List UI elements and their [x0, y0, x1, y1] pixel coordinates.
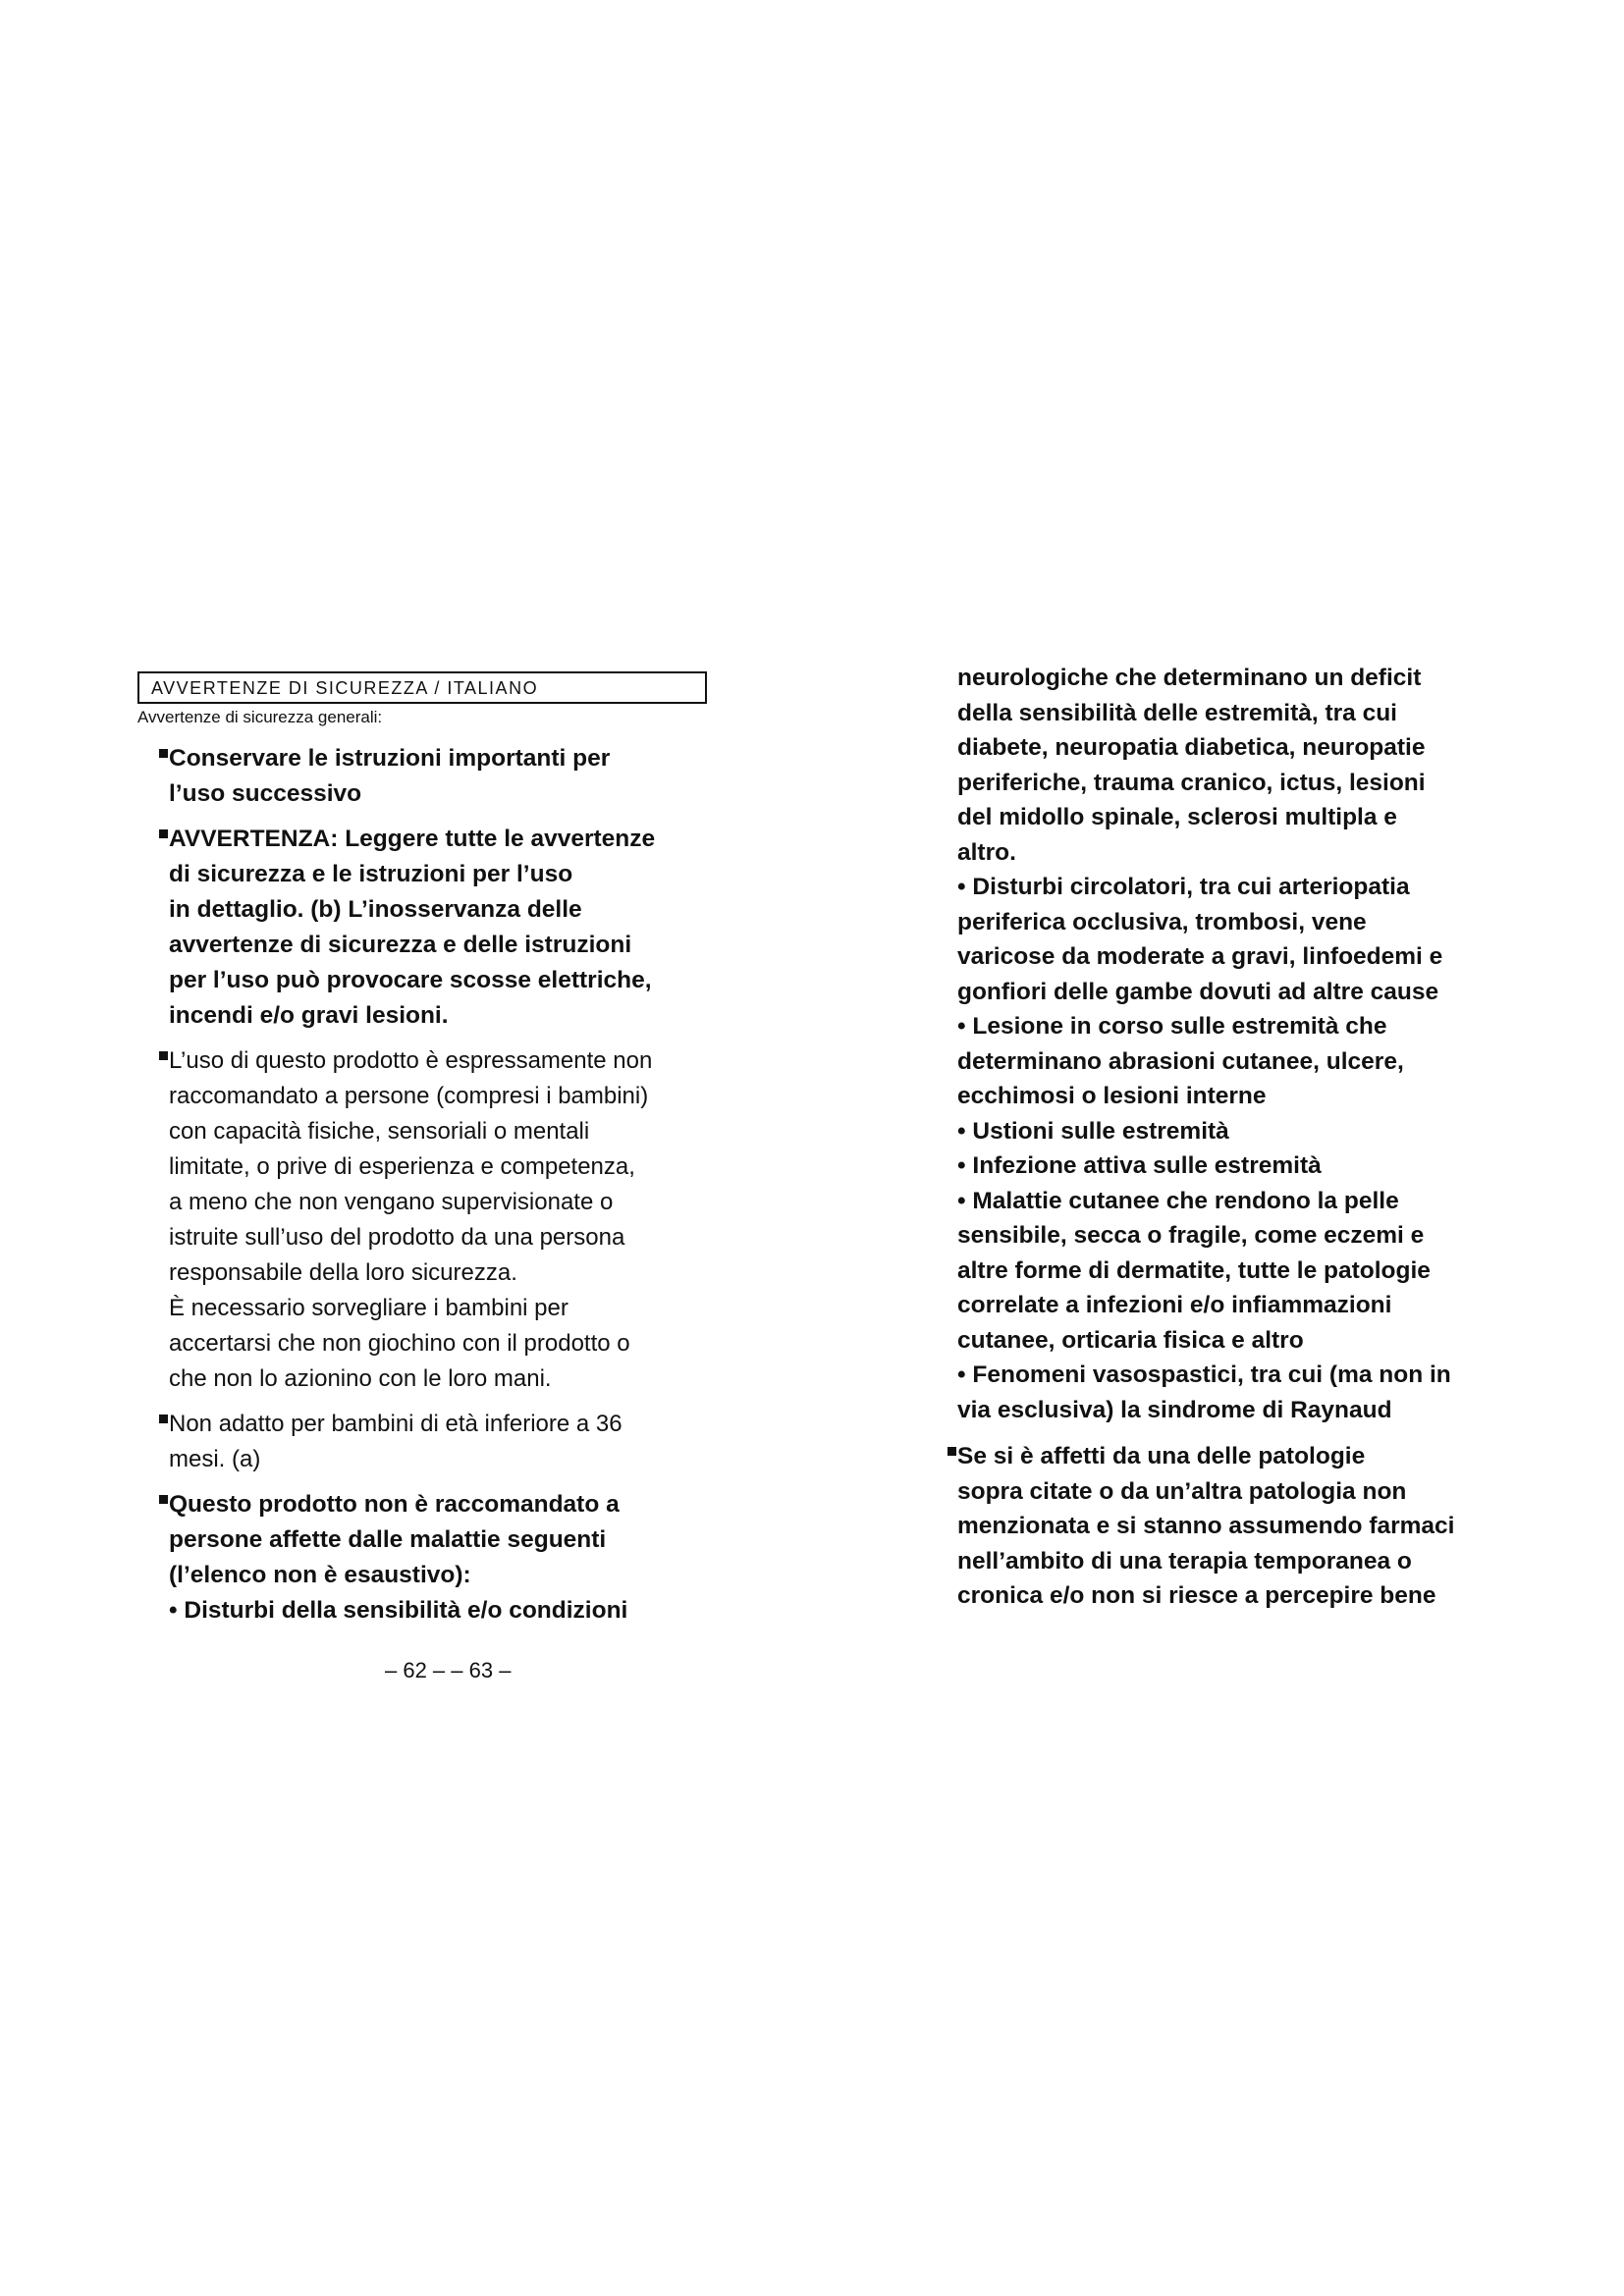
text-line: (l’elenco non è esaustivo): — [169, 1562, 471, 1588]
text-line: che non lo azionino con le loro mani. — [169, 1365, 552, 1392]
text-line: Se si è affetti da una delle patologie — [957, 1443, 1366, 1469]
warning-item — [137, 1487, 707, 1629]
left-warning-list — [137, 741, 707, 1629]
text-line: • Fenomeni vasospastici, tra cui (ma non in — [957, 1362, 1451, 1388]
contraindication-list — [957, 661, 1507, 1427]
text-line: • Disturbi della sensibilità e/o condizioni — [169, 1597, 628, 1624]
text-line: Questo prodotto non è raccomandato a — [169, 1491, 620, 1518]
section-title: AVVERTENZE DI SICUREZZA / ITALIANO — [151, 678, 539, 698]
warning-item — [137, 741, 707, 812]
text-line: correlate a infezioni e/o infiammazioni — [957, 1292, 1392, 1318]
text-line: con capacità fisiche, sensoriali o mentali — [169, 1118, 590, 1145]
text-line: ecchimosi o lesioni interne — [957, 1083, 1267, 1109]
square-bullet-icon — [159, 1415, 168, 1423]
text-line: neurologiche che determinano un deficit — [957, 665, 1422, 691]
square-bullet-icon — [159, 1495, 168, 1504]
warning-item — [137, 822, 707, 1034]
text-line: sensibile, secca o fragile, come eczemi e — [957, 1222, 1425, 1249]
text-line: • Infezione attiva sulle estremità — [957, 1152, 1322, 1179]
text-line: responsabile della loro sicurezza. — [169, 1259, 517, 1286]
text-line: accertarsi che non giochino con il prodotto o — [169, 1330, 630, 1357]
text-line: persone affette dalle malattie seguenti — [169, 1526, 607, 1553]
square-bullet-icon — [159, 1051, 168, 1060]
warning-item-medication — [957, 1439, 1507, 1614]
text-line: cronica e/o non si riesce a percepire bene — [957, 1582, 1436, 1609]
text-line: varicose da moderate a gravi, linfoedemi e — [957, 943, 1443, 970]
section-subtitle: Avvertenze di sicurezza generali: — [137, 708, 383, 726]
text-line: periferica occlusiva, trombosi, vene — [957, 908, 1367, 935]
text-line: Non adatto per bambini di età inferiore a 36 — [169, 1411, 623, 1437]
text-line: di sicurezza e le istruzioni per l’uso — [169, 861, 573, 887]
left-page — [137, 671, 707, 1638]
text-line: • Lesione in corso sulle estremità che — [957, 1013, 1387, 1040]
text-line: • Disturbi circolatori, tra cui arteriopatia — [957, 874, 1410, 900]
text-line: in dettaglio. (b) L’inosservanza delle — [169, 896, 582, 923]
warning-item — [137, 1043, 707, 1397]
text-line: l’uso successivo — [169, 780, 362, 807]
text-line: menzionata e si stanno assumendo farmaci — [957, 1513, 1455, 1539]
square-bullet-icon — [947, 1447, 956, 1456]
text-line: incendi e/o gravi lesioni. — [169, 1002, 449, 1029]
text-line: via esclusiva) la sindrome di Raynaud — [957, 1396, 1392, 1423]
text-line: altro. — [957, 838, 1016, 866]
square-bullet-icon — [159, 749, 168, 758]
text-line: del midollo spinale, sclerosi multipla e — [957, 804, 1397, 830]
text-line: gonfiori delle gambe dovuti ad altre cause — [957, 978, 1439, 1005]
text-line: L’uso di questo prodotto è espressamente non — [169, 1047, 653, 1074]
text-line: mesi. (a) — [169, 1446, 261, 1472]
right-page — [957, 661, 1507, 1614]
warning-item — [137, 1407, 707, 1477]
text-line: avvertenze di sicurezza e delle istruzioni — [169, 932, 632, 958]
text-line: diabete, neuropatia diabetica, neuropatie — [957, 734, 1426, 761]
text-line: della sensibilità delle estremità, tra cui — [957, 699, 1397, 726]
section-header — [137, 671, 707, 704]
text-line: È necessario sorvegliare i bambini per — [169, 1295, 568, 1321]
text-line: a meno che non vengano supervisionate o — [169, 1189, 614, 1215]
text-line: per l’uso può provocare scosse elettriche, — [169, 967, 652, 993]
text-line: limitate, o prive di esperienza e competenza, — [169, 1153, 635, 1180]
square-bullet-icon — [159, 829, 168, 838]
text-line: sopra citate o da un’altra patologia non — [957, 1477, 1407, 1505]
text-line: • Ustioni sulle estremità — [957, 1117, 1229, 1145]
text-line: Conservare le istruzioni importanti per — [169, 745, 611, 772]
text-line: altre forme di dermatite, tutte le patologie — [957, 1256, 1431, 1284]
text-line: determinano abrasioni cutanee, ulcere, — [957, 1047, 1404, 1075]
text-line: istruite sull’uso del prodotto da una persona — [169, 1224, 625, 1251]
text-line: raccomandato a persone (compresi i bambini) — [169, 1083, 649, 1109]
text-line: • Malattie cutanee che rendono la pelle — [957, 1187, 1399, 1214]
text-line: periferiche, trauma cranico, ictus, lesioni — [957, 769, 1426, 796]
page-numbers: – 62 – – 63 – — [385, 1658, 512, 1682]
text-line: AVVERTENZA: Leggere tutte le avvertenze — [169, 826, 656, 852]
text-line: nell’ambito di una terapia temporanea o — [957, 1547, 1412, 1575]
text-line: cutanee, orticaria fisica e altro — [957, 1326, 1304, 1354]
